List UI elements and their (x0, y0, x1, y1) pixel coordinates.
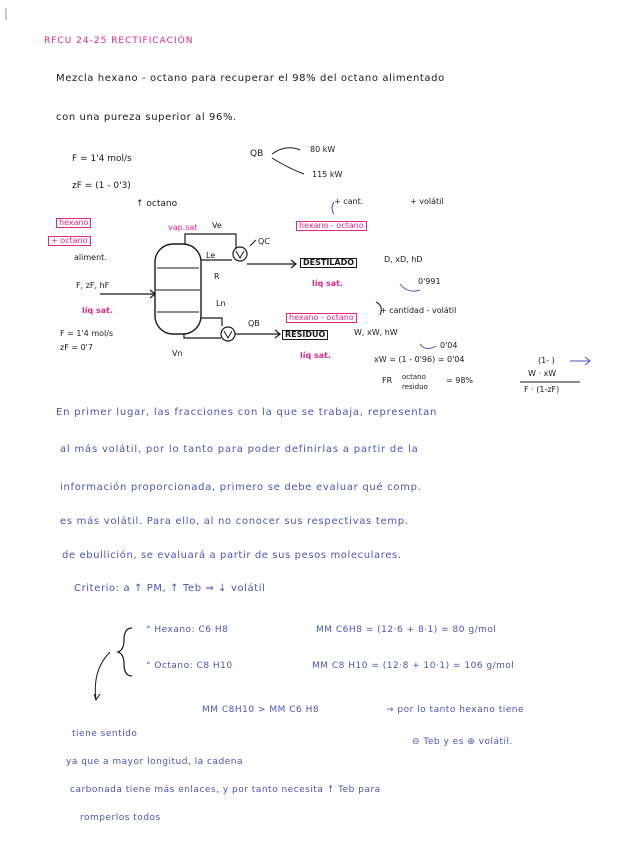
qb-brace-top (272, 148, 300, 154)
residuo-variables: W, xW, hW (354, 328, 398, 337)
xd-value: 0'991 (418, 277, 441, 286)
xw-arrow (420, 344, 436, 349)
top-vapor-line (185, 234, 236, 248)
calc-brace (118, 628, 132, 676)
xw-small-value: 0'04 (440, 341, 458, 350)
feed-flow-given: F = 1'4 mol/s (72, 154, 132, 164)
fr-subscript-octano: octano (402, 373, 426, 381)
sense-line-1: tiene sentido (72, 729, 138, 739)
conclusion-line-2: ⊖ Teb y es ⊕ volátil. (412, 737, 513, 747)
feed-component-hexano: hexano (56, 218, 91, 228)
bottom-annotation-arrow (376, 302, 381, 315)
top-annotation-arrow (332, 202, 334, 214)
sense-line-3: carbonada tiene más enlaces, y por tanto necesita ↑ Teb para (70, 785, 381, 795)
fr-equals: = 98% (446, 376, 474, 385)
feed-liquid-saturated: líq sat. (82, 306, 114, 315)
hexano-molar-mass: MM C6H8 = (12·6 + 8·1) = 80 g/mol (316, 625, 497, 635)
xd-arrow (400, 284, 420, 291)
top-annotation-volatile: + volátil (410, 197, 444, 206)
molar-mass-comparison: MM C8H10 > MM C6 H8 (202, 705, 320, 715)
body-line-5: de ebullición, se evaluará a partir de sus pesos moleculares. (62, 550, 402, 561)
zf-given: zF = (1 - 0'3) (72, 181, 131, 191)
body-line-1: En primer lugar, las fracciones con la que se trabaja, representan (56, 407, 438, 418)
le-label: Le (206, 251, 216, 260)
destilado-variables: D, xD, hD (384, 255, 423, 264)
fr-numerator: W · xW (528, 369, 557, 378)
bottom-liquid-line (201, 318, 222, 326)
bottom-product-components: hexano - octano (286, 313, 357, 323)
qb-label: QB (250, 149, 264, 159)
body-line-2: al más volátil, por lo tanto para poder definirlas a partir de la (60, 444, 419, 455)
vn-label: Vn (172, 349, 183, 358)
xw-equation-tail: (1- ) (538, 356, 555, 365)
feed-component-octano: + octano (48, 236, 91, 246)
hexano-formula: ° Hexano: C6 H8 (146, 625, 229, 635)
vapor-saturado-label: vap.sat (168, 223, 198, 232)
qb-option-1: 80 kW (310, 145, 336, 154)
statement-line-1: Mezcla hexano - octano para recuperar el 98% del octano alimentado (56, 73, 445, 84)
ln-label: Ln (216, 299, 226, 308)
fr-label: FR (382, 376, 393, 385)
destilado-liquid-saturated: líq sat. (312, 279, 344, 288)
octano-formula: ° Octano: C8 H10 (146, 661, 233, 671)
statement-line-2: con una pureza superior al 96%. (56, 112, 237, 123)
distillation-column (155, 244, 201, 334)
body-line-4: es más volátil. Para ello, al no conocer sus respectivas temp. (60, 516, 409, 527)
sense-line-2: ya que a mayor longitud, la cadena (66, 757, 243, 767)
bottom-annotation: + cantidad - volátil (380, 306, 457, 315)
top-product-components: hexano - octano (296, 221, 367, 231)
page-header-title: RFCU 24-25 RECTIFICACIÓN (44, 36, 194, 46)
feed-flow-value: F = 1'4 mol/s (60, 329, 114, 338)
body-line-3: información proporcionada, primero se debe evaluar qué comp. (60, 482, 422, 493)
qb-brace-bottom (272, 158, 304, 174)
qb-option-2: 115 kW (312, 170, 343, 179)
conclusion-line-1: → por lo tanto hexano tiene (386, 705, 524, 715)
ve-label: Ve (212, 221, 222, 230)
top-annotation-quantity: + cant. (334, 197, 364, 206)
calc-connector (95, 652, 110, 700)
body-criterion: Criterio: a ↑ PM, ↑ Teb ⇒ ↓ volátil (74, 583, 266, 594)
octano-molar-mass: MM C8 H10 = (12·8 + 10·1) = 106 g/mol (312, 661, 515, 671)
reflux-ratio-label: R (214, 272, 220, 281)
sense-line-4: romperlos todos (80, 813, 161, 823)
alimento-label: aliment. (74, 253, 107, 262)
xw-equation: xW = (1 - 0'96) = 0'04 (374, 355, 465, 364)
feed-variables: F, zF, hF (76, 281, 110, 290)
residuo-liquid-saturated: líq sat. (300, 351, 332, 360)
fr-subscript-residuo: residuo (402, 383, 428, 391)
boilup-line (184, 334, 221, 338)
fr-denominator: F · (1-zF) (524, 385, 560, 394)
feed-fraction-value: zF = 0'7 (60, 343, 93, 352)
destilado-box: DESTILADO (300, 258, 357, 268)
qb-reboiler-label: QB (248, 319, 260, 328)
residuo-box: RESIDUO (282, 330, 328, 340)
qc-label: QC (258, 237, 270, 246)
octano-arrow-note: ↑ octano (136, 199, 178, 209)
